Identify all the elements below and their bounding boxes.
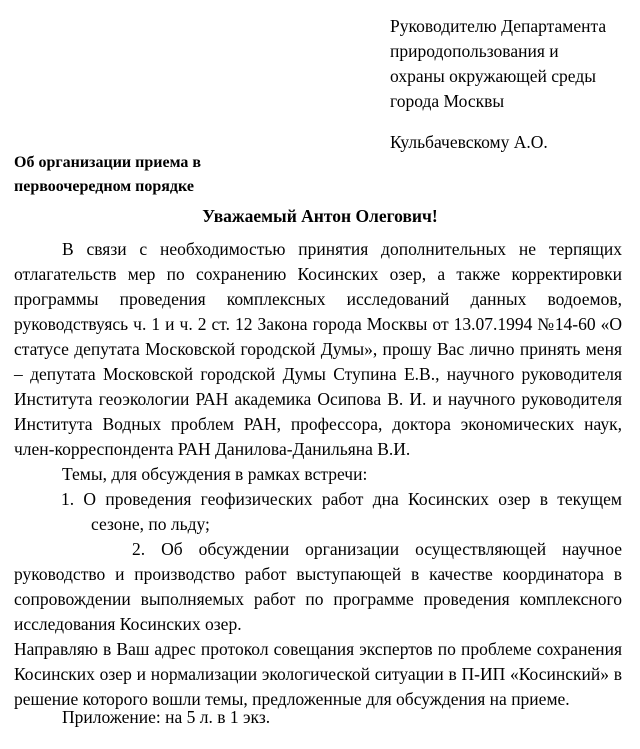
addressee-line: охраны окружающей среды <box>390 66 597 86</box>
addressee-line: природопользования и <box>390 41 559 61</box>
topics-intro: Темы, для обсуждения в рамках встречи: <box>62 464 368 484</box>
letter-body <box>14 237 622 712</box>
subject-line: Об организации приема в <box>14 154 201 171</box>
addressee-block <box>390 14 635 155</box>
addressee-line: Руководителю Департамента <box>390 16 607 36</box>
body-paragraph: Направляю в Ваш адрес протокол совещания экспертов по проблеме сохранения Косинских озер и нормализации экологической ситуации в П-ИП «Косинский» в решение которого вошли темы, предложенные для обсуждения на приеме. <box>14 639 622 709</box>
addressee-name: Кульбачевскому А.О. <box>390 132 548 152</box>
greeting: Уважаемый Антон Олегович! <box>202 206 438 226</box>
addressee-line: города Москвы <box>390 91 505 111</box>
topic-item: 2. Об обсуждении организации осуществляющей научное руководство и производство работ выступающей в качестве координатора в сопровождении выполняемых работ по программе проведения комплексного исследования Косинских озер. <box>14 539 622 634</box>
subject-line: первоочередном порядке <box>14 178 194 195</box>
appendix-note: Приложение: на 5 л. в 1 экз. <box>62 707 271 727</box>
subject-block <box>14 151 274 199</box>
topic-item: 1. О проведения геофизических работ дна Косинских озер в текущем сезоне, по льду; <box>61 489 622 534</box>
body-paragraph: В связи с необходимостью принятия дополнительных не терпящих отлагательств мер по сохранению Косинских озер, а также корректировки программы проведения комплексных исследований данных водоемов, руководствуясь ч. 1 и ч. 2 ст. 12 Закона города Москвы от 13.07.1994 №14-60 «О статусе депутата Московской городской Думы», прошу Вас лично принять меня – депутата Московской городской Думы Ступина Е.В., научного руководителя Института геоэкологии РАН академика Осипова В. И. и научного руководителя Института Водных проблем РАН, профессора, доктора экономических наук, член-корреспондента РАН Данилова-Данильяна В.И. <box>14 239 622 459</box>
